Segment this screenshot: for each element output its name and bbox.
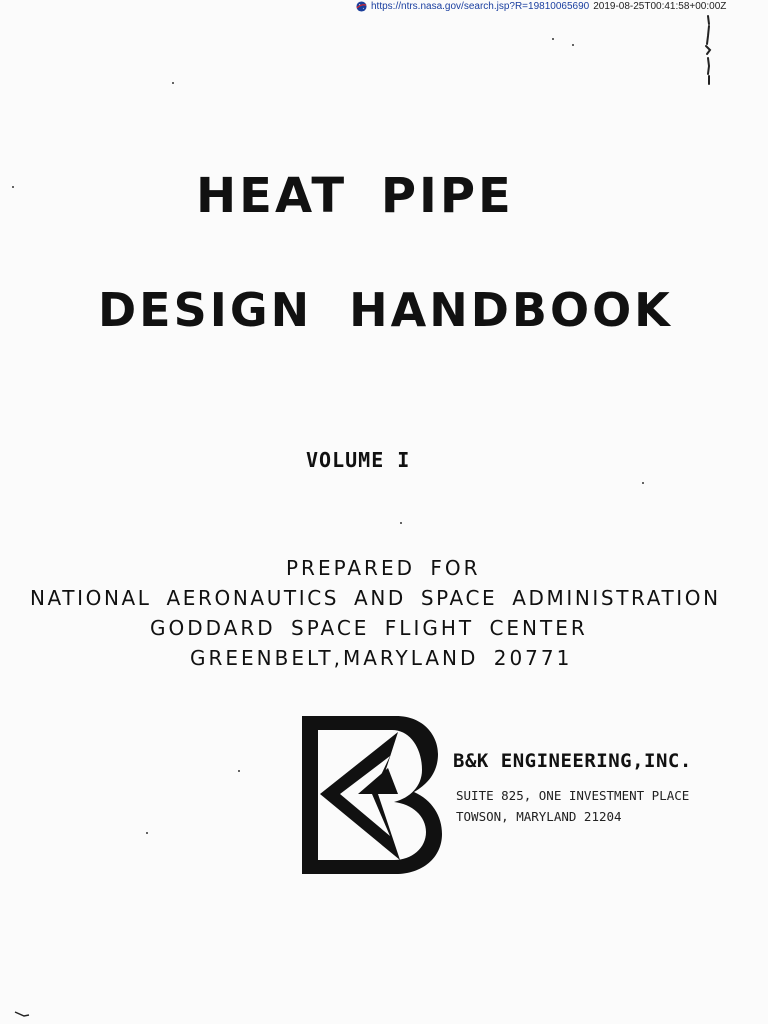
center-name: GODDARD SPACE FLIGHT CENTER bbox=[150, 616, 588, 640]
center-location: GREENBELT,MARYLAND 20771 bbox=[190, 646, 573, 670]
paper-speck bbox=[172, 82, 174, 84]
paper-speck bbox=[552, 38, 554, 40]
paper-speck bbox=[146, 832, 148, 834]
corner-tick-mark bbox=[14, 1010, 30, 1018]
company-address-line-1: SUITE 825, ONE INVESTMENT PLACE bbox=[456, 788, 690, 803]
paper-speck bbox=[238, 770, 240, 772]
company-address-line-2: TOWSON, MARYLAND 21204 bbox=[456, 809, 622, 824]
volume-label: VOLUME I bbox=[306, 448, 411, 472]
agency-name: NATIONAL AERONAUTICS AND SPACE ADMINISTRATION bbox=[30, 586, 721, 610]
company-name: B&K ENGINEERING,INC. bbox=[453, 750, 692, 772]
paper-speck bbox=[642, 482, 644, 484]
paper-speck bbox=[572, 44, 574, 46]
title-line-1: HEAT PIPE bbox=[196, 168, 514, 224]
ntrs-stamp bbox=[356, 0, 726, 12]
paper-speck bbox=[400, 522, 402, 524]
title-line-2: DESIGN HANDBOOK bbox=[98, 283, 673, 337]
nasa-meatball-icon bbox=[356, 1, 367, 12]
paper-speck bbox=[12, 186, 14, 188]
bk-engineering-logo bbox=[298, 712, 446, 878]
ntrs-timestamp: 2019-08-25T00:41:58+00:00Z bbox=[593, 0, 727, 12]
handwritten-margin-mark bbox=[694, 14, 716, 86]
prepared-for-label: PREPARED FOR bbox=[286, 556, 481, 580]
ntrs-url[interactable]: https://ntrs.nasa.gov/search.jsp?R=19810065690 bbox=[371, 0, 590, 12]
